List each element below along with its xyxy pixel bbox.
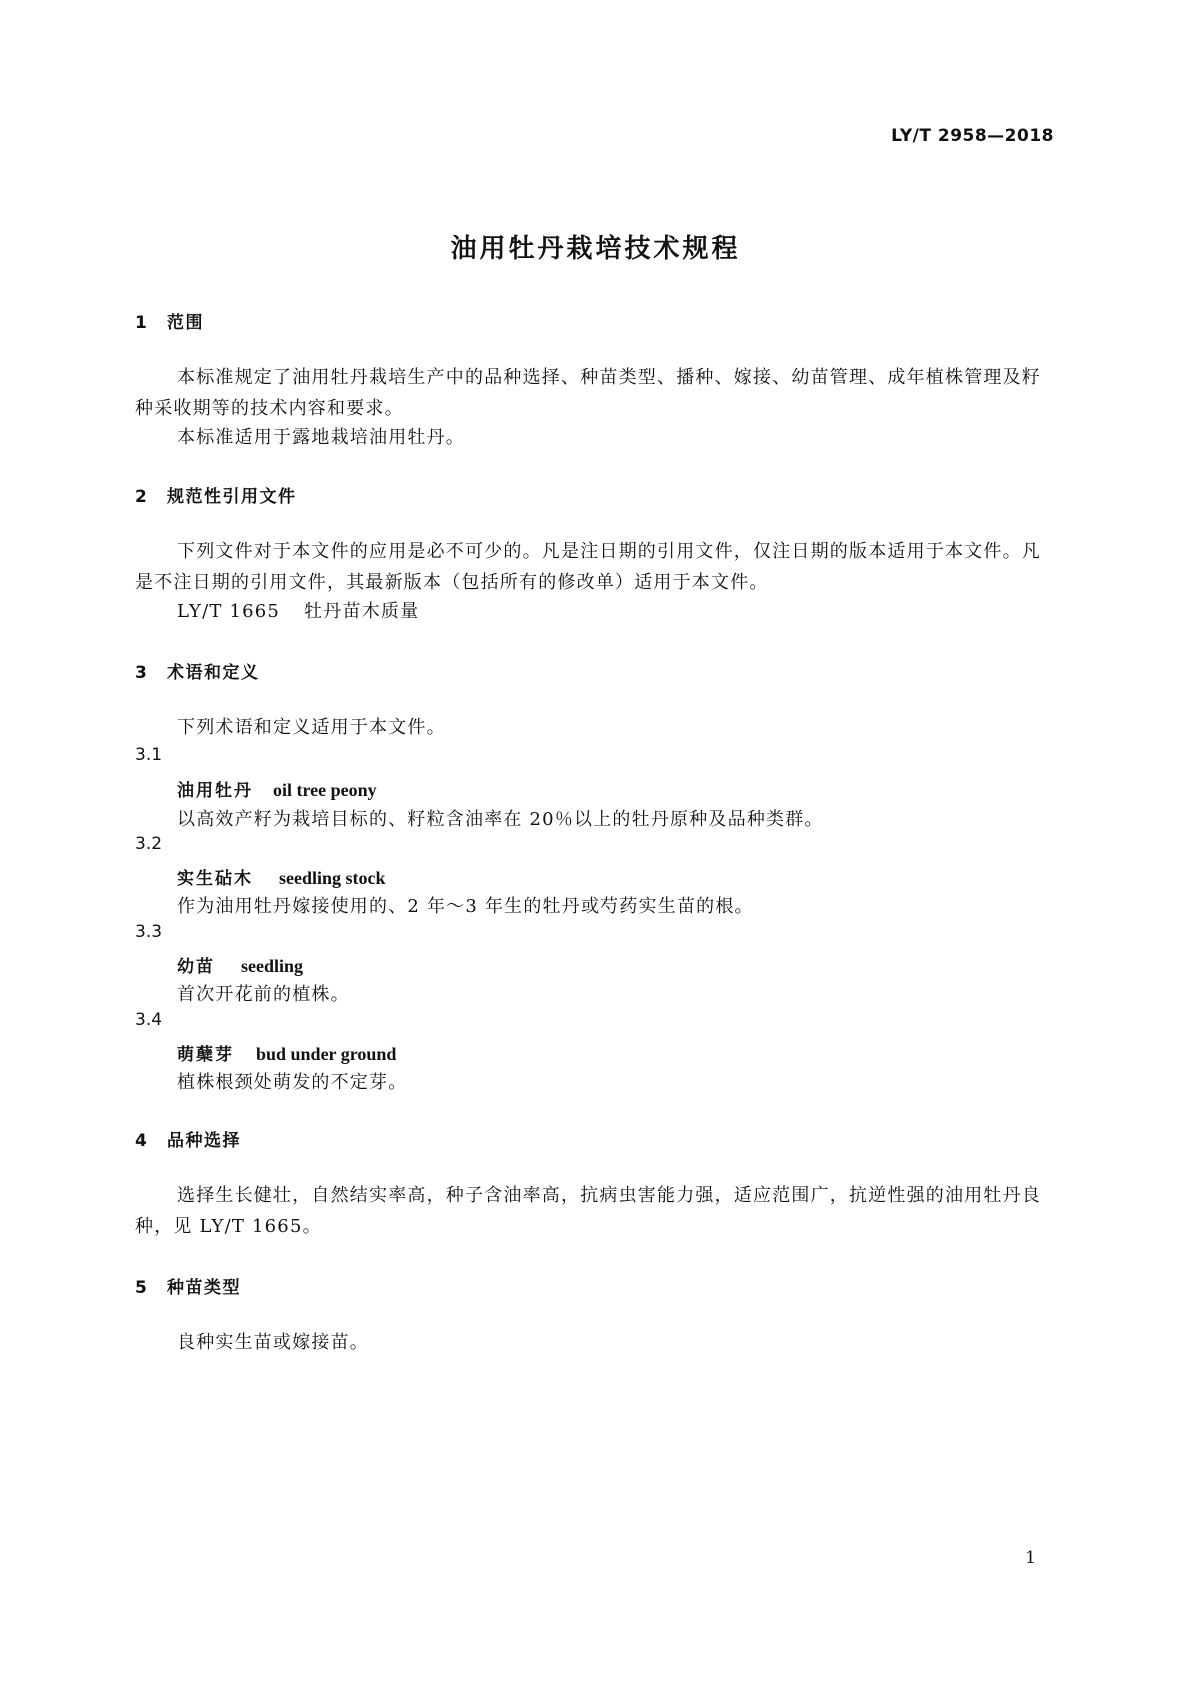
paragraph-text: 本标准规定了油用牡丹栽培生产中的品种选择、种苗类型、播种、嫁接、幼苗管理、成年植株管理及籽种采收期等的技术内容和要求。 (135, 367, 1041, 419)
section-number: 1 (135, 313, 149, 333)
section-title: 种苗类型 (167, 1278, 241, 1298)
term-entry (177, 952, 303, 977)
section-title: 范围 (167, 313, 204, 333)
section-3-intro: 下列术语和定义适用于本文件。 (177, 717, 446, 738)
term-cn: 幼苗 (177, 957, 215, 977)
section-number: 3 (135, 663, 149, 683)
section-number: 2 (135, 487, 149, 507)
section-1-paragraph-2: 本标准适用于露地栽培油用牡丹。 (177, 427, 465, 448)
term-number: 3.3 (135, 922, 163, 942)
term-entry (177, 776, 377, 801)
term-number: 3.1 (135, 745, 163, 765)
term-en: seedling (241, 956, 304, 976)
section-2-paragraph-1 (135, 536, 1060, 598)
term-definition: 以高效产籽为栽培目标的、籽粒含油率在 20％以上的牡丹原种及品种类群。 (177, 809, 824, 830)
term-definition: 作为油用牡丹嫁接使用的、2 年～3 年生的牡丹或芍药实生苗的根。 (177, 896, 754, 917)
paragraph-text: 下列文件对于本文件的应用是必不可少的。凡是注日期的引用文件，仅注日期的版本适用于本文件。凡是不注日期的引用文件，其最新版本（包括所有的修改单）适用于本文件。 (135, 541, 1041, 593)
document-title: 油用牡丹栽培技术规程 (450, 234, 741, 264)
normative-reference (177, 597, 419, 623)
section-title: 品种选择 (167, 1131, 241, 1151)
section-number: 4 (135, 1131, 149, 1151)
term-entry (177, 1040, 396, 1065)
term-definition: 植株根颈处萌发的不定芽。 (177, 1072, 408, 1093)
term-entry (177, 864, 386, 889)
section-3-heading (135, 658, 260, 683)
section-5-heading (135, 1273, 241, 1298)
term-cn: 萌蘖芽 (177, 1045, 234, 1065)
section-4-paragraph-1 (135, 1180, 1060, 1242)
paragraph-text: 选择生长健壮，自然结实率高，种子含油率高，抗病虫害能力强，适应范围广，抗逆性强的油用牡丹良种，见 LY/T 1665。 (135, 1185, 1041, 1237)
section-title: 术语和定义 (167, 663, 260, 683)
term-en: oil tree peony (273, 780, 377, 800)
term-definition: 首次开花前的植株。 (177, 984, 350, 1005)
reference-code: LY/T 1665 (177, 601, 281, 622)
section-2-heading (135, 482, 297, 507)
term-number: 3.2 (135, 834, 163, 854)
standard-code: LY/T 2958—2018 (891, 126, 1054, 146)
term-cn: 实生砧木 (177, 869, 253, 889)
term-en: seedling stock (279, 868, 386, 888)
section-title: 规范性引用文件 (167, 487, 297, 507)
reference-title: 牡丹苗木质量 (304, 601, 420, 622)
term-number: 3.4 (135, 1010, 163, 1030)
section-1-paragraph-1 (135, 362, 1060, 424)
section-number: 5 (135, 1278, 149, 1298)
page-number: 1 (1025, 1548, 1036, 1568)
section-5-paragraph-1: 良种实生苗或嫁接苗。 (177, 1332, 369, 1353)
section-4-heading (135, 1126, 241, 1151)
term-en: bud under ground (256, 1044, 397, 1064)
term-cn: 油用牡丹 (177, 781, 253, 801)
section-1-heading (135, 308, 204, 333)
